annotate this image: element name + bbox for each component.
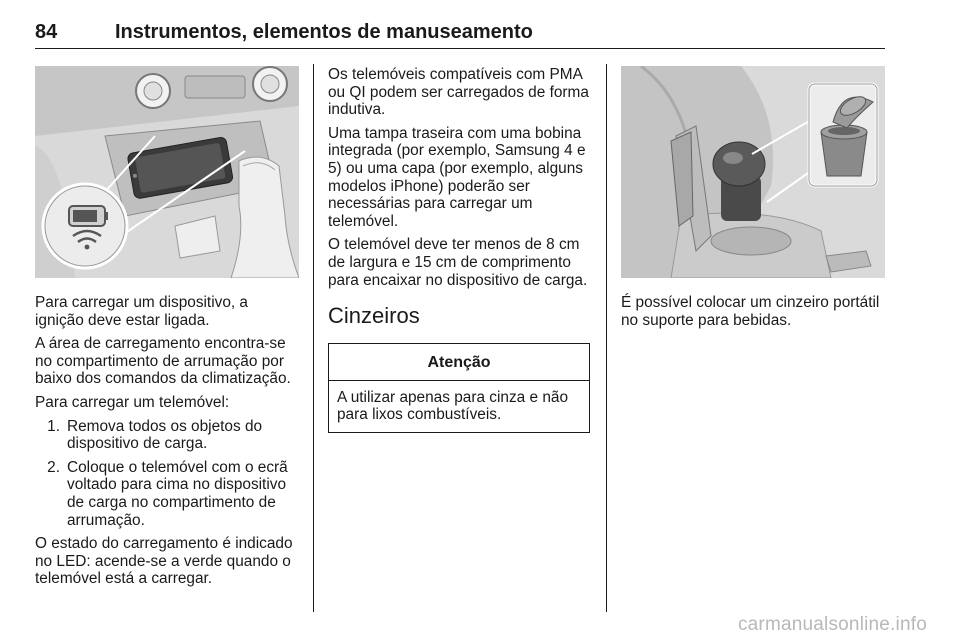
step-text: Remova todos os objetos do dispositivo de carga. (67, 417, 263, 453)
page-title: Instrumentos, elementos de manuseamento (115, 21, 533, 43)
paragraph: Para carregar um telemóvel: (35, 393, 230, 411)
caution-box (328, 343, 590, 433)
column-divider (606, 64, 607, 612)
step-number: 1. (47, 417, 60, 435)
step-text: Coloque o telemóvel com o ecrã voltado para cima no dispositivo de carga no compartimento de arrumação. (67, 458, 288, 529)
caution-title: Atenção (329, 344, 589, 381)
wireless-charging-illustration (35, 66, 299, 278)
section-heading: Cinzeiros (328, 303, 420, 329)
list-item (35, 418, 299, 453)
paragraph: Os telemóveis compatíveis com PMA ou QI podem ser carregados de forma indutiva. (328, 66, 589, 119)
column-left (35, 66, 299, 594)
list-item (35, 459, 299, 529)
paragraph: É possível colocar um cinzeiro portátil no suporte para bebidas. (621, 294, 880, 329)
page-header (35, 20, 885, 49)
column-right (621, 66, 891, 335)
steps-list (35, 418, 299, 530)
paragraph: A área de carregamento encontra-se no compartimento de arrumação por baixo dos comandos da climatização. (35, 335, 291, 388)
watermark-text: carmanualsonline.info (737, 614, 927, 635)
page-number: 84 (35, 21, 58, 43)
paragraph: Uma tampa traseira com uma bobina integrada (por exemplo, Samsung 4 e 5) ou uma capa (por exemplo, alguns modelos iPhone) poderão ser necessárias para carregar um telemóvel. (328, 124, 586, 230)
paragraph: Para carregar um dispositivo, a ignição deve estar ligada. (35, 294, 248, 329)
ashtray-illustration (621, 66, 885, 278)
paragraph: O telemóvel deve ter menos de 8 cm de largura e 15 cm de comprimento para encaixar no dispositivo de carga. (328, 236, 588, 289)
step-number: 2. (47, 458, 60, 476)
caution-text: A utilizar apenas para cinza e não para lixos combustíveis. (337, 388, 569, 424)
column-middle (328, 66, 592, 433)
paragraph: O estado do carregamento é indicado no LED: acende-se a verde quando o telemóvel está a carregar. (35, 535, 293, 588)
column-divider (313, 64, 314, 612)
